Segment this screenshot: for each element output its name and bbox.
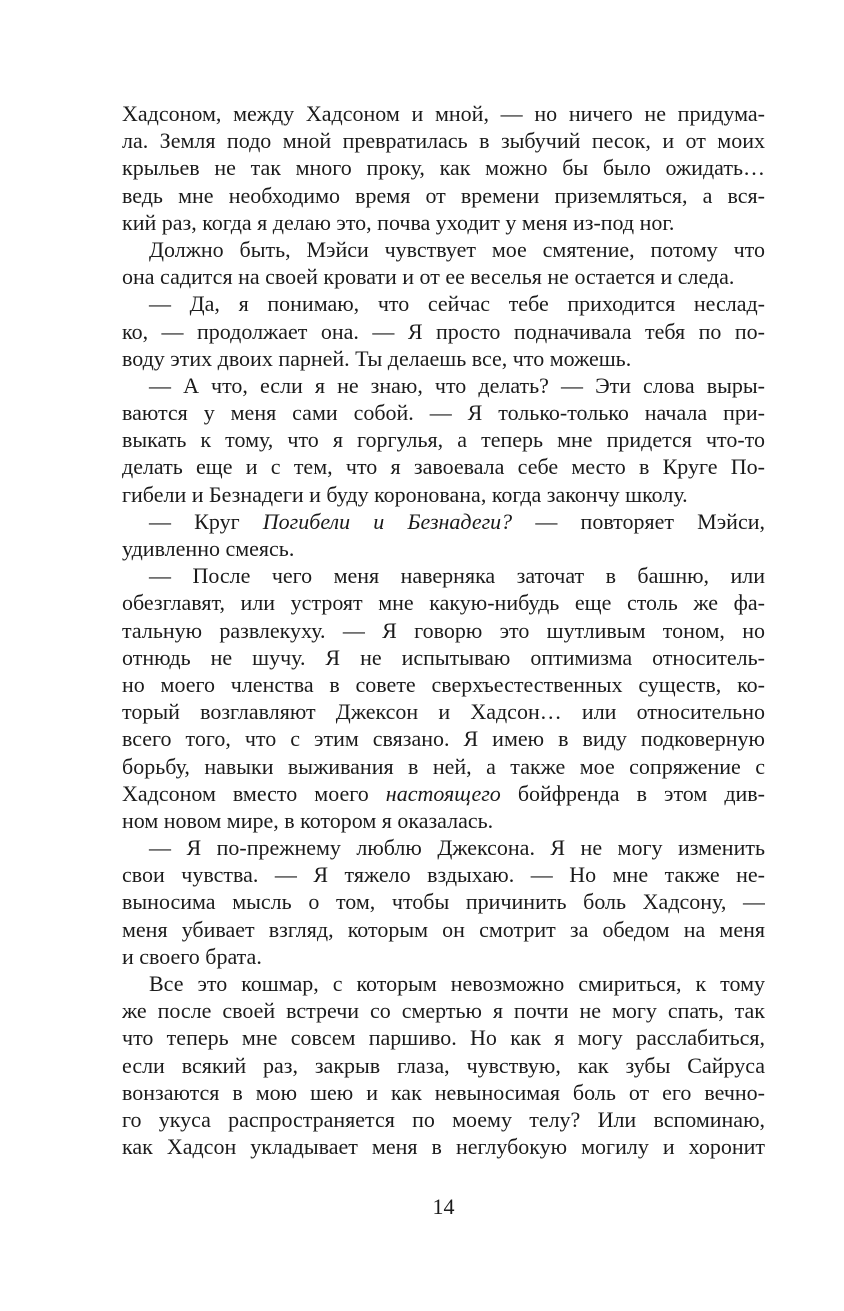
text-line xyxy=(122,671,765,698)
text-line xyxy=(122,426,765,453)
text-line xyxy=(122,997,765,1024)
text-segment: ваются у меня сами собой. — Я только-только начала при- xyxy=(122,400,765,426)
text-line xyxy=(122,1079,765,1106)
text-segment: свои чувства. — Я тяжело вздыхаю. — Но мне также не- xyxy=(122,862,765,888)
text-segment: кий раз, когда я делаю это, почва уходит у меня из-под ног. xyxy=(122,209,675,235)
text-segment: тальную развлекуху. — Я говорю это шутливым тоном, но xyxy=(122,617,765,643)
text-segment: выкать к тому, что я горгулья, а теперь мне придется что-то xyxy=(122,427,765,453)
italic-text-segment: Погибели и Безнадеги? xyxy=(262,508,513,534)
text-line xyxy=(122,535,765,562)
text-segment: обезглавят, или устроят мне какую-нибудь еще столь же фа- xyxy=(122,590,765,616)
text-segment: но моего членства в совете сверхъестественных существ, ко- xyxy=(122,671,765,697)
text-segment: го укуса распространяется по моему телу? Или вспоминаю, xyxy=(122,1106,765,1132)
text-line xyxy=(122,100,765,127)
text-segment: крыльев не так много проку, как можно бы было ожидать… xyxy=(122,155,765,181)
text-line xyxy=(122,725,765,752)
text-line xyxy=(122,182,765,209)
text-line xyxy=(122,780,765,807)
text-segment: если всякий раз, закрыв глаза, чувствую, как зубы Сайруса xyxy=(122,1052,765,1078)
text-line xyxy=(122,318,765,345)
text-line xyxy=(122,508,765,535)
text-segment: Хадсоном вместо моего xyxy=(122,780,386,806)
text-line xyxy=(122,1024,765,1051)
text-line xyxy=(122,698,765,725)
text-line xyxy=(122,916,765,943)
text-segment: всего того, что с этим связано. Я имею в виду подковерную xyxy=(122,726,765,752)
text-segment: Хадсоном, между Хадсоном и мной, — но ничего не придума- xyxy=(122,101,765,126)
paragraph xyxy=(122,372,765,508)
text-segment: торый возглавляют Джексон и Хадсон… или относительно xyxy=(122,699,765,725)
text-segment: Должно быть, Мэйси чувствует мое смятение, потому что xyxy=(149,236,765,262)
text-line xyxy=(122,1052,765,1079)
text-segment: ном новом мире, в котором я оказалась. xyxy=(122,807,494,833)
text-line xyxy=(122,290,765,317)
text-line xyxy=(122,263,765,290)
text-line xyxy=(122,562,765,589)
text-line xyxy=(122,644,765,671)
text-segment: что теперь мне совсем паршиво. Но как я могу расслабиться, xyxy=(122,1025,765,1051)
text-segment: отнюдь не шучу. Я не испытываю оптимизма относитель- xyxy=(122,644,765,670)
text-line xyxy=(122,481,765,508)
paragraph xyxy=(122,290,765,372)
text-line xyxy=(122,399,765,426)
paragraph xyxy=(122,562,765,834)
text-line xyxy=(122,1106,765,1133)
text-segment: — Да, я понимаю, что сейчас тебе приходится неслад- xyxy=(149,291,765,317)
text-segment: она садится на своей кровати и от ее веселья не остается и следа. xyxy=(122,264,735,290)
italic-text-segment: настоящего xyxy=(385,780,501,806)
text-line xyxy=(122,943,765,970)
page-number: 14 xyxy=(432,1194,455,1219)
text-segment: борьбу, навыки выживания в ней, а также мое сопряжение с xyxy=(122,753,765,779)
text-line xyxy=(122,345,765,372)
text-segment: удивленно смеясь. xyxy=(122,536,295,561)
text-segment: же после своей встречи со смертью я почти не могу спать, так xyxy=(122,998,765,1024)
text-segment: ла. Земля подо мной превратилась в зыбучий песок, и от моих xyxy=(122,128,765,154)
text-segment: и своего брата. xyxy=(122,943,262,969)
text-segment: — А что, если я не знаю, что делать? — Эти слова выры- xyxy=(149,372,765,398)
text-line xyxy=(122,753,765,780)
paragraph xyxy=(122,970,765,1160)
text-line xyxy=(122,888,765,915)
text-segment: — Круг xyxy=(149,508,263,534)
text-segment: делать еще и с тем, что я завоевала себе место в Круге По- xyxy=(122,454,765,480)
paragraph xyxy=(122,100,765,236)
text-line xyxy=(122,807,765,834)
text-segment: гибели и Безнадеги и буду коронована, когда закончу школу. xyxy=(122,481,688,507)
text-line xyxy=(122,209,765,236)
text-segment: как Хадсон укладывает меня в неглубокую могилу и хоронит xyxy=(122,1134,765,1160)
text-segment: ведь мне необходимо время от времени приземляться, а вся- xyxy=(122,182,765,208)
paragraph xyxy=(122,834,765,970)
text-line xyxy=(122,834,765,861)
text-segment: воду этих двоих парней. Ты делаешь все, что можешь. xyxy=(122,345,632,371)
text-line xyxy=(122,617,765,644)
paragraph xyxy=(122,236,765,290)
text-line xyxy=(122,127,765,154)
text-line xyxy=(122,589,765,616)
text-segment: бойфренда в этом див- xyxy=(500,780,765,806)
paragraph xyxy=(122,508,765,562)
text-block xyxy=(122,100,765,1160)
text-segment: — После чего меня наверняка заточат в башню, или xyxy=(149,563,765,589)
text-line xyxy=(122,453,765,480)
text-line xyxy=(122,154,765,181)
text-line xyxy=(122,236,765,263)
text-segment: вонзаются в мою шею и как невыносимая боль от его вечно- xyxy=(122,1079,765,1105)
text-segment: — повторяет Мэйси, xyxy=(512,508,765,534)
text-segment: меня убивает взгляд, которым он смотрит за обедом на меня xyxy=(122,916,765,942)
text-segment: ко, — продолжает она. — Я просто подначивала тебя по по- xyxy=(122,318,765,344)
text-line xyxy=(122,1133,765,1160)
text-segment: — Я по-прежнему люблю Джексона. Я не могу изменить xyxy=(149,835,765,861)
text-line xyxy=(122,861,765,888)
text-line xyxy=(122,970,765,997)
text-segment: Все это кошмар, с которым невозможно смириться, к тому xyxy=(149,971,765,996)
text-segment: выносима мысль о том, чтобы причинить боль Хадсону, — xyxy=(122,889,765,915)
text-line xyxy=(122,372,765,399)
